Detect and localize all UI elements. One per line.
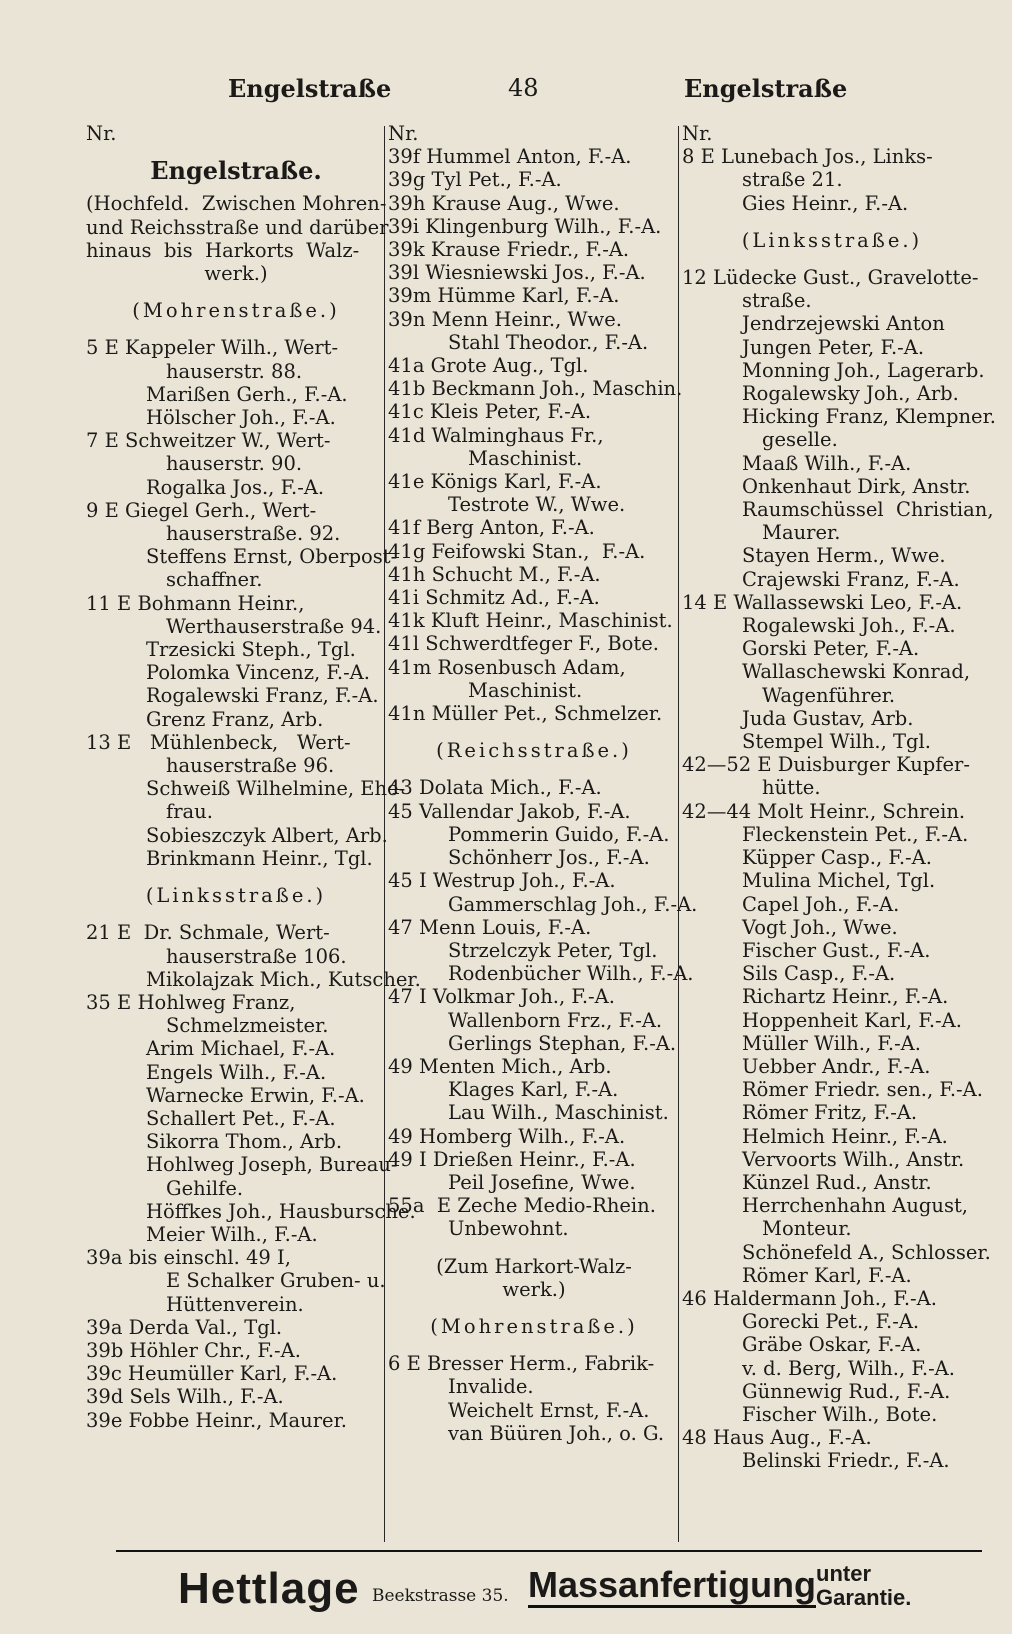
directory-entry: 39a Derda Val., Tgl. <box>86 1315 283 1339</box>
directory-entry: Rogalewsky Joh., Arb. <box>742 382 959 406</box>
directory-entry: 9 E Giegel Gerh., Wert- <box>86 498 317 522</box>
column-3 <box>682 122 996 1473</box>
directory-entry: Schallert Pet., F.-A. <box>146 1106 336 1130</box>
directory-entry: Raumschüssel Christian, <box>742 498 994 522</box>
spacer <box>86 907 386 921</box>
spacer <box>86 322 386 336</box>
header-right-street: Engelstraße <box>684 74 848 103</box>
directory-entry: 39e Fobbe Heinr., Maurer. <box>86 1408 347 1432</box>
directory-entry: Werthauserstraße 94. <box>166 614 382 638</box>
directory-entry: Juda Gustav, Arb. <box>742 706 914 730</box>
directory-entry: hauserstraße 106. <box>166 944 347 968</box>
directory-entry: Steffens Ernst, Oberpost- <box>146 545 398 569</box>
directory-entry: 46 Haldermann Joh., F.-A. <box>682 1286 937 1310</box>
directory-entry: werk.) <box>502 1277 566 1301</box>
directory-entry: hinaus bis Harkorts Walz- <box>86 238 360 262</box>
directory-entry: Nr. <box>86 122 117 145</box>
directory-entry: 41d Walminghaus Fr., <box>388 423 604 447</box>
directory-entry: Römer Friedr. sen., F.-A. <box>742 1078 983 1102</box>
directory-entry: Fischer Wilh., Bote. <box>742 1402 938 1426</box>
directory-entry: frau. <box>166 800 213 824</box>
ad-slogan: Massanfertigung <box>528 1564 817 1605</box>
footer-rule <box>116 1550 982 1552</box>
ad-address: Beekstrasse 35. <box>372 1586 509 1606</box>
directory-entry: 39l Wiesniewski Jos., F.-A. <box>388 261 646 285</box>
directory-entry: 45 Vallendar Jakob, F.-A. <box>388 799 631 823</box>
directory-entry: 39g Tyl Pet., F.-A. <box>388 168 562 192</box>
directory-entry: Rogalewski Franz, F.-A. <box>146 684 379 708</box>
directory-entry: Sils Casp., F.-A. <box>742 962 896 986</box>
column-1 <box>86 122 421 1432</box>
directory-entry: Crajewski Franz, F.-A. <box>742 567 960 591</box>
directory-entry: 35 E Hohlweg Franz, <box>86 990 296 1014</box>
directory-entry: Rogalka Jos., F.-A. <box>146 475 325 499</box>
directory-entry: Gehilfe. <box>166 1176 244 1200</box>
directory-entry: 39b Höhler Chr., F.-A. <box>86 1338 301 1362</box>
directory-entry: Sobieszczyk Albert, Arb. <box>146 823 388 847</box>
directory-entry: Hölscher Joh., F.-A. <box>146 406 336 430</box>
directory-entry: Müller Wilh., F.-A. <box>742 1031 921 1055</box>
directory-entry: 39i Klingenburg Wilh., F.-A. <box>388 214 662 238</box>
directory-entry: Strzelczyk Peter, Tgl. <box>448 938 658 962</box>
directory-entry: Römer Karl, F.-A. <box>742 1263 912 1287</box>
directory-entry: Capel Joh., F.-A. <box>742 892 900 916</box>
directory-entry: hütte. <box>762 776 821 800</box>
directory-entry: schaffner. <box>166 568 263 592</box>
directory-entry: hauserstr. 88. <box>166 359 303 383</box>
directory-entry: Fischer Gust., F.-A. <box>742 938 931 962</box>
directory-entry: Maaß Wilh., F.-A. <box>742 451 912 475</box>
directory-entry: v. d. Berg, Wilh., F.-A. <box>742 1356 955 1380</box>
directory-entry: Polomka Vincenz, F.-A. <box>146 661 370 685</box>
directory-entry: 21 E Dr. Schmale, Wert- <box>86 921 330 945</box>
directory-entry: hauserstr. 90. <box>166 452 303 476</box>
directory-entry: werk.) <box>204 262 268 286</box>
directory-entry: Schweiß Wilhelmine, Ehe- <box>146 777 406 801</box>
directory-entry: Helmich Heinr., F.-A. <box>742 1124 948 1148</box>
directory-entry: 5 E Kappeler Wilh., Wert- <box>86 336 339 360</box>
directory-entry: (Zum Harkort-Walz- <box>436 1254 632 1278</box>
directory-entry: 39h Krause Aug., Wwe. <box>388 191 620 215</box>
directory-entry: Maschinist. <box>468 678 583 702</box>
directory-entry: 14 E Wallassewski Leo, F.-A. <box>682 590 963 614</box>
directory-entry: 39m Hümme Karl, F.-A. <box>388 284 620 308</box>
directory-entry: 49 Menten Mich., Arb. <box>388 1054 612 1078</box>
directory-entry: 41a Grote Aug., Tgl. <box>388 354 589 378</box>
directory-entry: 41e Königs Karl, F.-A. <box>388 470 602 494</box>
directory-entry: (Hochfeld. Zwischen Mohren- <box>86 192 387 216</box>
directory-entry: straße. <box>742 289 812 313</box>
directory-entry: Rogalewski Joh., F.-A. <box>742 614 956 638</box>
directory-entry: Römer Fritz, F.-A. <box>742 1101 918 1125</box>
header-left-street: Engelstraße <box>228 74 392 103</box>
directory-entry: 41i Schmitz Ad., F.-A. <box>388 586 600 610</box>
directory-entry: Mikolajzak Mich., Kutscher. <box>146 967 421 991</box>
directory-entry: Wagenführer. <box>762 683 896 707</box>
directory-entry: 12 Lüdecke Gust., Gravelotte- <box>682 266 979 290</box>
directory-entry: 13 E Mühlenbeck, Wert- <box>86 730 351 754</box>
street-heading: Engelstraße. <box>150 156 322 186</box>
directory-entry: Belinski Friedr., F.-A. <box>742 1449 950 1473</box>
directory-entry: Weichelt Ernst, F.-A. <box>448 1398 650 1422</box>
spacer <box>682 252 982 266</box>
directory-entry: Stayen Herm., Wwe. <box>742 544 946 568</box>
directory-entry: Stahl Theodor., F.-A. <box>448 330 649 354</box>
ad-brand: Hettlage <box>178 1564 360 1613</box>
spacer <box>388 1241 680 1255</box>
directory-entry: 41g Feifowski Stan., F.-A. <box>388 539 646 563</box>
directory-entry: Lau Wilh., Maschinist. <box>448 1101 669 1125</box>
directory-entry: 41l Schwerdtfeger F., Bote. <box>388 632 659 656</box>
directory-entry: Hohlweg Joseph, Bureau- <box>146 1153 398 1177</box>
directory-entry: 39k Krause Friedr., F.-A. <box>388 238 630 262</box>
spacer <box>388 1338 680 1352</box>
directory-entry: 45 I Westrup Joh., F.-A. <box>388 869 616 893</box>
advertisement <box>0 1556 1012 1626</box>
directory-entry: Klages Karl, F.-A. <box>448 1078 619 1102</box>
directory-entry: Richartz Heinr., F.-A. <box>742 985 949 1009</box>
directory-entry: 39d Sels Wilh., F.-A. <box>86 1385 284 1409</box>
cross-street-marker: (Reichsstraße.) <box>436 739 632 763</box>
directory-entry: Fleckenstein Pet., F.-A. <box>742 822 969 846</box>
directory-entry: 39a bis einschl. 49 I, <box>86 1246 291 1270</box>
spacer <box>388 1301 680 1315</box>
directory-entry: Uebber Andr., F.-A. <box>742 1054 931 1078</box>
cross-street-marker: (Mohrenstraße.) <box>132 299 340 323</box>
directory-entry: 42—44 Molt Heinr., Schrein. <box>682 799 966 823</box>
cross-street-marker: (Mohrenstraße.) <box>430 1314 638 1338</box>
directory-entry: Jungen Peter, F.-A. <box>742 335 925 359</box>
directory-entry: 43 Dolata Mich., F.-A. <box>388 776 602 800</box>
directory-entry: 41m Rosenbusch Adam, <box>388 655 626 679</box>
directory-entry: Nr. <box>682 122 713 145</box>
directory-entry: Rodenbücher Wilh., F.-A. <box>448 962 694 986</box>
directory-entry: Engels Wilh., F.-A. <box>146 1060 327 1084</box>
directory-entry: Gies Heinr., F.-A. <box>742 191 909 215</box>
directory-entry: van Büüren Joh., o. G. <box>448 1421 665 1445</box>
cross-street-marker: (Linksstraße.) <box>145 884 327 908</box>
directory-entry: Mulina Michel, Tgl. <box>742 869 936 893</box>
directory-entry: Maurer. <box>762 521 841 545</box>
directory-entry: 8 E Lunebach Jos., Links- <box>682 145 933 169</box>
ad-note <box>816 1562 911 1610</box>
directory-entry: 39n Menn Heinr., Wwe. <box>388 307 622 331</box>
directory-entry: 41b Beckmann Joh., Maschin. <box>388 377 683 401</box>
directory-entry: 41h Schucht M., F.-A. <box>388 562 601 586</box>
directory-entry: 41k Kluft Heinr., Maschinist. <box>388 609 673 633</box>
directory-entry: hauserstraße. 92. <box>166 522 341 546</box>
directory-entry: Hüttenverein. <box>166 1292 304 1316</box>
directory-entry: Invalide. <box>448 1375 534 1399</box>
directory-entry: Gerlings Stephan, F.-A. <box>448 1031 677 1055</box>
directory-entry: 39f Hummel Anton, F.-A. <box>388 145 632 169</box>
directory-entry: 41c Kleis Peter, F.-A. <box>388 400 592 424</box>
directory-entry: Arim Michael, F.-A. <box>146 1037 336 1061</box>
directory-entry: Vogt Joh., Wwe. <box>742 915 898 939</box>
directory-entry: Schönefeld A., Schlosser. <box>742 1240 991 1264</box>
ad-note-line1: unter <box>816 1561 871 1586</box>
directory-entry: 7 E Schweitzer W., Wert- <box>86 429 331 453</box>
directory-entry: Hoppenheit Karl, F.-A. <box>742 1008 962 1032</box>
spacer <box>388 725 680 739</box>
directory-entry: Herrchenhahn August, <box>742 1194 968 1218</box>
directory-entry: Testrote W., Wwe. <box>448 493 626 517</box>
directory-entry: 55a E Zeche Medio-Rhein. <box>388 1194 656 1218</box>
directory-entry: Unbewohnt. <box>448 1217 569 1241</box>
directory-entry: 49 Homberg Wilh., F.-A. <box>388 1124 626 1148</box>
page-number: 48 <box>508 74 539 102</box>
directory-entry: geselle. <box>762 428 838 452</box>
directory-entry: Stempel Wilh., Tgl. <box>742 730 931 754</box>
directory-entry: Küpper Casp., F.-A. <box>742 846 932 870</box>
ad-note-line2: Garantie. <box>816 1585 912 1610</box>
directory-entry: 49 I Drießen Heinr., F.-A. <box>388 1147 636 1171</box>
directory-entry: Grenz Franz, Arb. <box>146 707 324 731</box>
directory-entry: Onkenhaut Dirk, Anstr. <box>742 474 971 498</box>
directory-entry: Gammerschlag Joh., F.-A. <box>448 892 698 916</box>
directory-entry: Schönherr Jos., F.-A. <box>448 846 650 870</box>
directory-entry: E Schalker Gruben- u. <box>166 1269 386 1293</box>
directory-entry: 39c Heumüller Karl, F.-A. <box>86 1362 338 1386</box>
directory-entry: Pommerin Guido, F.-A. <box>448 822 670 846</box>
directory-entry: Wallaschewski Konrad, <box>742 660 971 684</box>
directory-entry: Gorski Peter, F.-A. <box>742 637 920 661</box>
page-header <box>0 74 1012 114</box>
directory-entry: Schmelzmeister. <box>166 1014 329 1038</box>
directory-entry: hauserstraße 96. <box>166 754 335 778</box>
directory-entry: Vervoorts Wilh., Anstr. <box>742 1147 965 1171</box>
spacer <box>86 870 386 884</box>
spacer <box>86 285 386 299</box>
directory-entry: 47 I Volkmar Joh., F.-A. <box>388 985 615 1009</box>
directory-entry: Gräbe Oskar, F.-A. <box>742 1333 922 1357</box>
directory-entry: Maschinist. <box>468 446 583 470</box>
directory-entry: straße 21. <box>742 168 843 192</box>
directory-entry: 42—52 E Duisburger Kupfer- <box>682 753 970 777</box>
directory-entry: und Reichsstraße und darüber <box>86 215 389 239</box>
spacer <box>388 762 680 776</box>
directory-entry: Künzel Rud., Anstr. <box>742 1170 932 1194</box>
spacer <box>682 215 982 229</box>
directory-entry: 48 Haus Aug., F.-A. <box>682 1426 872 1450</box>
directory-entry: Warnecke Erwin, F.-A. <box>146 1083 365 1107</box>
directory-entry: Hicking Franz, Klempner. <box>742 405 996 429</box>
directory-entry: Nr. <box>388 122 419 145</box>
directory-entry: 41n Müller Pet., Schmelzer. <box>388 702 663 726</box>
directory-entry: Günnewig Rud., F.-A. <box>742 1379 951 1403</box>
directory-entry: Wallenborn Frz., F.-A. <box>448 1008 663 1032</box>
directory-entry: Sikorra Thom., Arb. <box>146 1130 343 1154</box>
directory-entry: Monteur. <box>762 1217 852 1241</box>
directory-entry: 41f Berg Anton, F.-A. <box>388 516 595 540</box>
directory-entry: Höffkes Joh., Hausbursche. <box>146 1199 416 1223</box>
column-2 <box>388 122 698 1445</box>
cross-street-marker: (Linksstraße.) <box>741 228 923 252</box>
directory-entry: 6 E Bresser Herm., Fabrik- <box>388 1352 655 1376</box>
directory-entry: Marißen Gerh., F.-A. <box>146 382 348 406</box>
directory-entry: Meier Wilh., F.-A. <box>146 1222 318 1246</box>
directory-entry: Trzesicki Steph., Tgl. <box>146 638 356 662</box>
directory-entry: Jendrzejewski Anton <box>742 312 945 336</box>
directory-entry: 47 Menn Louis, F.-A. <box>388 915 592 939</box>
directory-entry: 11 E Bohmann Heinr., <box>86 591 305 615</box>
directory-entry: Monning Joh., Lagerarb. <box>742 358 985 382</box>
directory-entry: Peil Josefine, Wwe. <box>448 1170 636 1194</box>
directory-entry: Gorecki Pet., F.-A. <box>742 1310 920 1334</box>
directory-entry: Brinkmann Heinr., Tgl. <box>146 846 373 870</box>
